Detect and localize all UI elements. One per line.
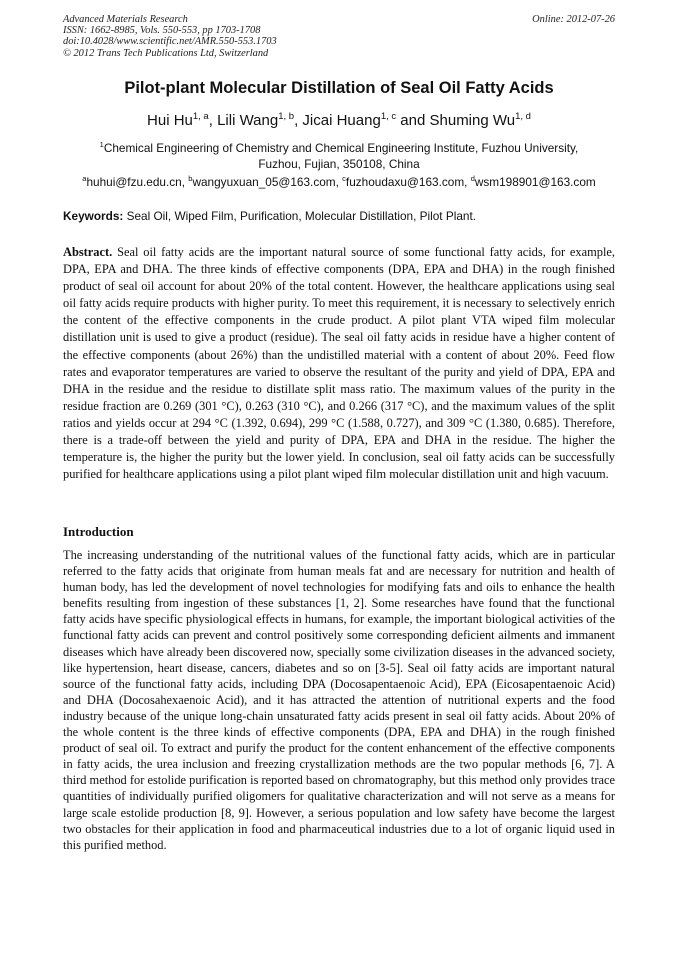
abstract-section (63, 244, 615, 483)
author-name: Lili Wang (217, 112, 279, 129)
email-address: huhui@fzu.edu.cn, (86, 174, 189, 189)
abstract-label: Abstract. (63, 245, 113, 259)
abstract-text: Seal oil fatty acids are the important natural source of some functional fatty acids, for example, DPA, EPA and DHA. The three kinds of effective components (DPA, EPA and DHA) in the rough finished product of seal oil account for about 20% of the total content. However, the healthcare applications using seal oil fatty acids require products with higher purity. To meet this requirement, it is necessary to selectively enrich the content of the effective components in the crude product. A pilot plant VTA wiped film molecular distillation unit is used to give a product (residue). The seal oil fatty acids in residue have a higher content of the effective components (about 26%) than the undistilled material with a content of about 20%. Feed flow rates and evaporator temperatures are varied to observe the resultant of the purity and yield of DPA, EPA and DHA in the residue and the residue to distillate split mass ratio. The maximum values of the purity in the residue fraction are 0.269 (301 °C), 0.263 (310 °C), and 0.266 (317 °C), and the maximum values of the split ratios and yields occur at 294 °C (1.392, 0.694), 299 °C (1.588, 0.727), and 309 °C (1.380, 0.685). Therefore, there is a trade-off between the yield and purity of DPA, EPA and DHA in the residue. The higher the temperature is, the higher the purity but the lower yield. In conclusion, seal oil fatty acids can be successfully purified for healthcare applications using a pilot plant wiped film molecular distillation unit and high vacuum. (63, 245, 615, 482)
author-name: Hui Hu (147, 112, 193, 129)
author-affiliation-marker: 1, a (192, 111, 209, 122)
email-address: wsm198901@163.com (474, 174, 596, 189)
email-marker: d (470, 174, 475, 183)
author-list (0, 111, 678, 129)
author-separator: and (396, 112, 430, 129)
affiliation (63, 137, 615, 172)
online-date: Online: 2012-07-26 (532, 14, 615, 25)
affiliation-line-2: Fuzhou, Fujian, 350108, China (258, 157, 420, 172)
keywords-label: Keywords: (63, 209, 124, 223)
journal-metadata (63, 14, 277, 59)
author-name: Shuming Wu (429, 112, 516, 129)
author-separator: , (294, 112, 303, 129)
email-address: fuzhoudaxu@163.com, (345, 174, 471, 189)
email-marker: b (188, 174, 193, 183)
email-marker: a (82, 174, 87, 183)
author-name: Jicai Huang (302, 112, 381, 129)
issn-line: ISSN: 1662-8985, Vols. 550-553, pp 1703-1708 (63, 25, 261, 37)
copyright-line: © 2012 Trans Tech Publications Ltd, Switzerland (63, 47, 269, 59)
keywords-text: Seal Oil, Wiped Film, Purification, Molecular Distillation, Pilot Plant. (123, 209, 477, 223)
introduction-text: The increasing understanding of the nutritional values of the functional fatty acids, which are in particular referred to the fatty acids that originate from human meals fat and are necessary for nutrition and health of human body, has led the development of novel technologies for modifying fats and oils to enhance the health benefits resulting from ingestion of these substances [1, 2]. Some researches have found that the functional fatty acids have specific physiological effects in humans, for example, the important biological activities of the functional fatty acids can prevent and control positively some corresponding deficient ailments and immanent diseases which have already been discovered now, specially some civilization diseases in the advanced society, like hypertension, heart disease, cancers, diabetes and so on [3-5]. Seal oil fatty acids are important natural source of the functional fatty acids, including DPA (Docosapentaenoic Acid), EPA (Eicosapentaenoic Acid) and DHA (Docosahexaenoic Acid), and it has attracted the attention of nutritional experts and the food industry because of the unique long-chain unsaturated fatty acids present in seal oil fatty acids. About 20% of the whole content is the three kinds of effective components (DPA, EPA and DHA) in the rough finished product of seal oil. To extract and purify the product for the content enhancement of the effective components in fatty acids, the urea inclusion and freezing crystallization methods are the two popular methods [6, 7]. A third method for estolide purification is reported based on chromatography, but this method only provides trace quantities of individually purified oligomers for qualitative characterization and will not serve as a means for large scale estolide production [8, 9]. However, a serious population and low safety have become the largest two obstacles for their application in food and pharmaceutical industries due to a lot of organic liquid used in this purified method. (63, 548, 615, 852)
email-marker: c (342, 174, 346, 183)
introduction-heading: Introduction (63, 524, 134, 539)
affiliation-marker: 1 (99, 140, 104, 149)
author-affiliation-marker: 1, c (380, 111, 397, 122)
author-affiliation-marker: 1, d (515, 111, 531, 122)
email-list (40, 174, 638, 189)
affiliation-line-1: Chemical Engineering of Chemistry and Chemical Engineering Institute, Fuzhou University, (103, 140, 579, 155)
email-address: wangyuxuan_05@163.com, (192, 174, 343, 189)
journal-name: Advanced Materials Research (63, 14, 188, 25)
paper-title: Pilot-plant Molecular Distillation of Seal Oil Fatty Acids (124, 79, 554, 97)
doi-line: doi:10.4028/www.scientific.net/AMR.550-553.1703 (63, 36, 277, 48)
author-separator: , (208, 112, 218, 129)
keywords-section (63, 209, 615, 223)
author-affiliation-marker: 1, b (278, 111, 295, 122)
